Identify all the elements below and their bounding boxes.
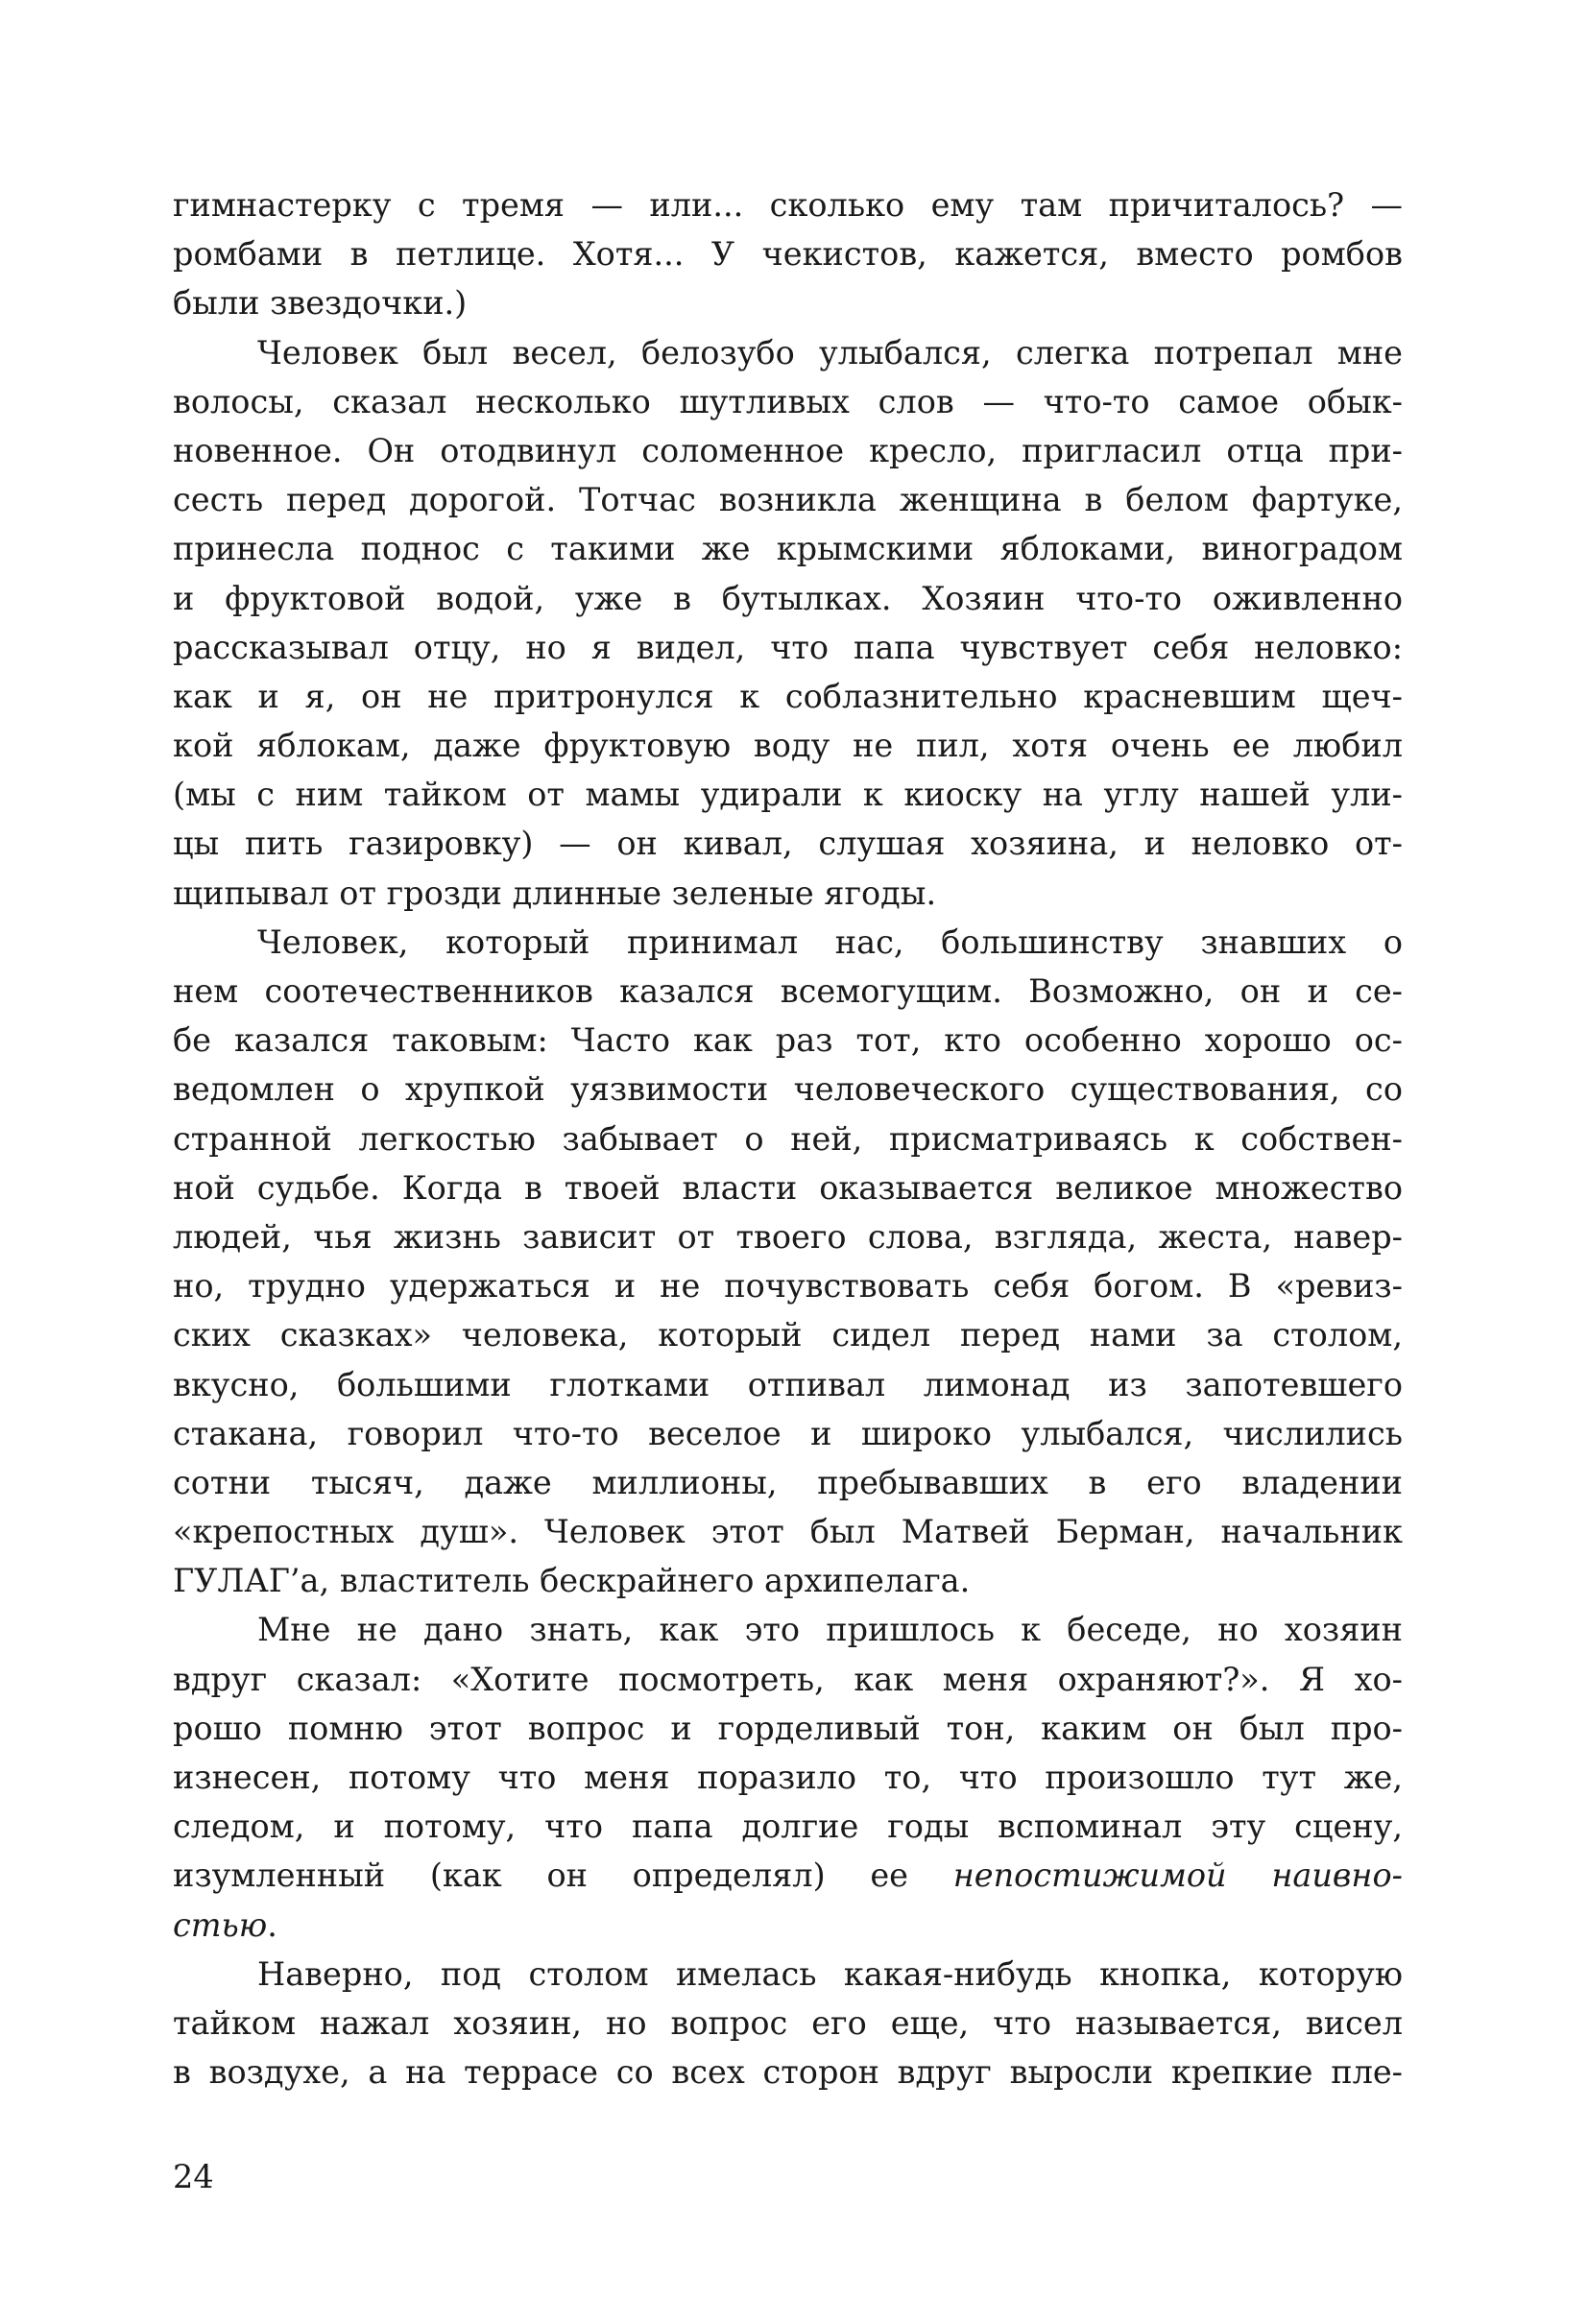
- paragraph-3: [173, 918, 1403, 1606]
- italic-emphasis: непостижимой наивно-: [952, 1857, 1403, 1895]
- text-line: но, трудно удержаться и не почувствовать себя богом. В «ревиз-: [173, 1267, 1403, 1306]
- text-line: и фруктовой водой, уже в бутылках. Хозяин что-то оживленно: [173, 579, 1403, 617]
- text-line: изнесен, потому что меня поразило то, что произошло тут же,: [173, 1759, 1403, 1796]
- text-line: следом, и потому, что папа долгие годы вспоминал эту сцену,: [173, 1808, 1403, 1846]
- text-line: ских сказках» человека, который сидел перед нами за столом,: [173, 1316, 1403, 1354]
- text-line: Наверно, под столом имелась какая-нибудь кнопка, которую: [257, 1954, 1403, 1993]
- text-line: Человек, который принимал нас, большинству знавших о: [257, 922, 1403, 961]
- text-line: «крепостных душ». Человек этот был Матвей Берман, начальник: [173, 1513, 1403, 1551]
- text-line: были звездочки.): [173, 284, 468, 323]
- text-line: ГУЛАГ’а, властитель бескрайнего архипелага.: [173, 1562, 971, 1600]
- text-line: (мы с ним тайком от мамы удирали к киоску на углу нашей ули-: [173, 776, 1403, 814]
- text-line: в воздухе, а на террасе со всех сторон вдруг выросли крепкие пле-: [173, 2053, 1403, 2092]
- text-line: как и я, он не притронулся к соблазнительно красневшим щеч-: [173, 677, 1403, 715]
- italic-emphasis: стью: [173, 1905, 268, 1944]
- text-line: тайком нажал хозяин, но вопрос его еще, что называется, висел: [173, 2003, 1403, 2042]
- text-line: стакана, говорил что-то веселое и широко улыбался, числились: [173, 1414, 1403, 1452]
- paragraph-2: [173, 328, 1403, 918]
- text-line: рошо помню этот вопрос и горделивый тон, каким он был про-: [173, 1709, 1403, 1747]
- text-line: ной судьбе. Когда в твоей власти оказывается великое множество: [173, 1168, 1403, 1207]
- text-line: ромбами в петлице. Хотя... У чекистов, кажется, вместо ромбов: [173, 235, 1403, 274]
- text-line: щипывал от грозди длинные зеленые ягоды.: [173, 874, 937, 912]
- text-line italic-mixed: стью.: [173, 1905, 277, 1944]
- page-number: 24: [173, 2158, 214, 2195]
- text-line: сесть перед дорогой. Тотчас возникла женщина в белом фартуке,: [173, 481, 1403, 519]
- paragraph-5: [173, 1950, 1403, 2097]
- text-line: Мне не дано знать, как это пришлось к беседе, но хозяин: [257, 1611, 1403, 1649]
- paragraph-1: [173, 180, 1403, 328]
- text-line: волосы, сказал несколько шутливых слов — что-то самое обык-: [173, 382, 1403, 420]
- text-line: вдруг сказал: «Хотите посмотреть, как меня охраняют?». Я хо-: [173, 1660, 1403, 1698]
- page-body: [173, 180, 1403, 2096]
- text-line: гимнастерку с тремя — или... сколько ему там причиталось? —: [173, 186, 1403, 224]
- text-line: цы пить газировку) — он кивал, слушая хозяина, и неловко от-: [173, 825, 1403, 863]
- text-line: принесла поднос с такими же крымскими яблоками, виноградом: [173, 530, 1403, 568]
- text-line: рассказывал отцу, но я видел, что папа чувствует себя неловко:: [173, 628, 1403, 666]
- paragraph-4: [173, 1605, 1403, 1949]
- text-line: новенное. Он отодвинул соломенное кресло, пригласил отца при-: [173, 431, 1403, 469]
- text-line italic-mixed: изумленный (как он определял) ее непостижимой наивно-: [173, 1857, 1403, 1895]
- text-line: вкусно, большими глотками отпивал лимонад из запотевшего: [173, 1365, 1403, 1403]
- text-line: странной легкостью забывает о ней, присматриваясь к собствен-: [173, 1119, 1403, 1158]
- text-line: нем соотечественников казался всемогущим. Возможно, он и се-: [173, 972, 1403, 1010]
- text-line: кой яблокам, даже фруктовую воду не пил, хотя очень ее любил: [173, 727, 1403, 765]
- text-line: сотни тысяч, даже миллионы, пребывавших в его владении: [173, 1463, 1403, 1501]
- text-line: людей, чья жизнь зависит от твоего слова, взгляда, жеста, навер-: [173, 1217, 1403, 1256]
- text-line: Человек был весел, белозубо улыбался, слегка потрепал мне: [257, 333, 1403, 371]
- text-line: бе казался таковым: Часто как раз тот, кто особенно хорошо ос-: [173, 1021, 1403, 1060]
- text-line: ведомлен о хрупкой уязвимости человеческого существования, со: [173, 1070, 1403, 1109]
